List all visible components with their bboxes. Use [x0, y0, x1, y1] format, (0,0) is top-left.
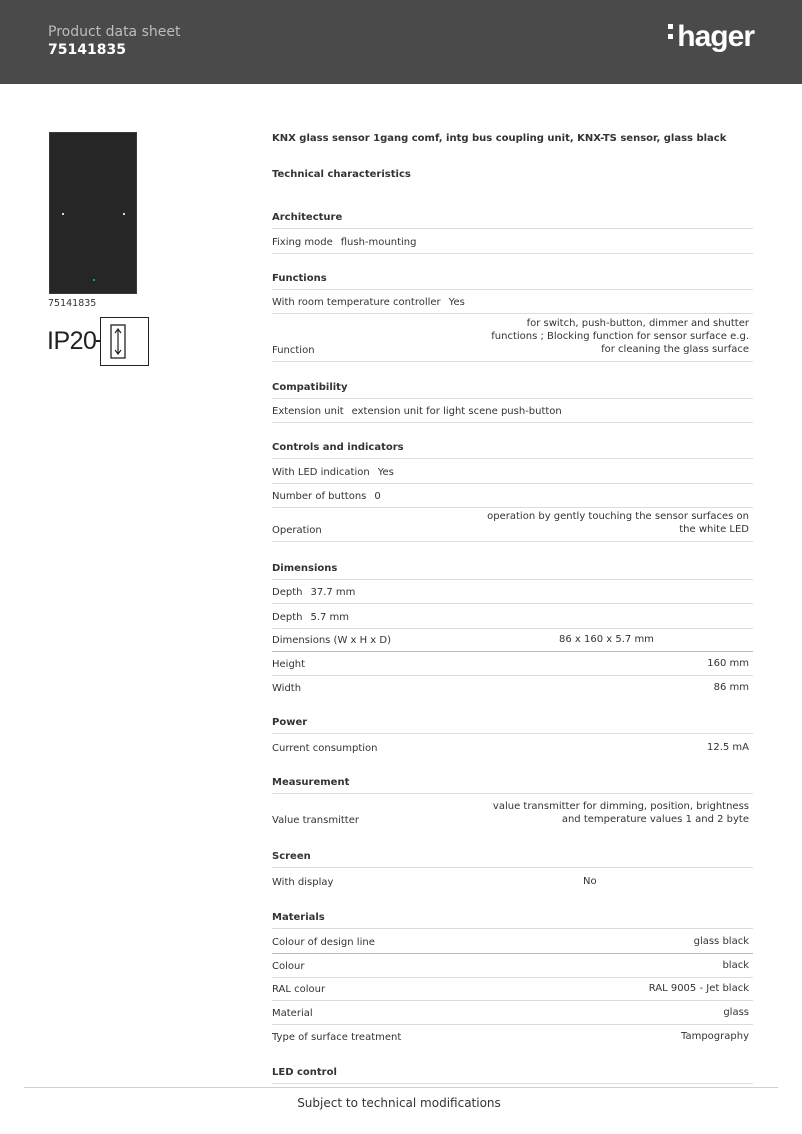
hager-logo — [668, 20, 754, 54]
row-label: Type of surface treatment — [272, 1032, 402, 1043]
section-measurement: Measurement — [272, 777, 753, 794]
row-with-display — [272, 870, 753, 893]
product-image — [49, 132, 137, 294]
row-value: 86 x 160 x 5.7 mm — [559, 634, 654, 645]
section-functions: Functions — [272, 273, 753, 290]
row-label: Function — [272, 345, 315, 356]
row-value: 0 — [374, 491, 381, 502]
row-value: operation by gently touching the sensor surfaces on the white LED — [487, 511, 749, 535]
section-power: Power — [272, 717, 753, 734]
footer-divider — [24, 1087, 778, 1088]
technical-characteristics-heading: Technical characteristics — [272, 169, 411, 180]
row-ral-colour — [272, 978, 753, 1001]
row-label: Colour — [272, 961, 305, 972]
doc-id: 75141835 — [48, 42, 126, 58]
row-led-indication — [272, 461, 753, 484]
row-room-temperature-controller — [272, 291, 753, 314]
row-label: Height — [272, 659, 306, 670]
row-value: glass black — [693, 936, 749, 947]
row-label: With display — [272, 877, 334, 888]
row-depth-2 — [272, 604, 753, 629]
footer-text: Subject to technical modifications — [297, 1096, 501, 1110]
row-label: Dimensions (W x H x D) — [272, 635, 392, 646]
row-value: 12.5 mA — [706, 742, 749, 753]
led-indicator-icon — [93, 279, 95, 281]
row-value: for switch, push-button, dimmer and shutter functions ; Blocking function for sensor surface e.g. for cleaning the glass surface — [491, 318, 749, 355]
section-compatibility: Compatibility — [272, 382, 753, 399]
row-dimensions-whd — [272, 629, 753, 652]
row-label: Depth — [272, 587, 303, 598]
row-label: Depth — [272, 612, 303, 623]
row-label: With room temperature controller — [272, 297, 441, 308]
section-materials: Materials — [272, 912, 753, 929]
row-value: 5.7 mm — [310, 612, 350, 623]
row-height — [272, 652, 753, 676]
ip-rating-badge — [47, 317, 149, 365]
row-label: Colour of design line — [272, 937, 375, 948]
row-value: extension unit for light scene push-button — [351, 406, 562, 417]
row-extension-unit — [272, 400, 753, 423]
section-screen: Screen — [272, 851, 753, 868]
row-label: Value transmitter — [272, 815, 359, 826]
row-label: Material — [272, 1008, 313, 1019]
row-label: Number of buttons — [272, 491, 367, 502]
row-label: RAL colour — [272, 984, 326, 995]
logo-colon-icon — [668, 19, 674, 44]
row-number-of-buttons — [272, 484, 753, 508]
row-surface-treatment — [272, 1025, 753, 1048]
row-label: With LED indication — [272, 467, 370, 478]
row-label: Current consumption — [272, 743, 378, 754]
doc-type-label: Product data sheet — [48, 24, 181, 40]
sensor-dot-right-icon — [123, 213, 125, 215]
row-width — [272, 676, 753, 699]
row-value: flush-mounting — [340, 237, 417, 248]
row-label: Fixing mode — [272, 237, 333, 248]
row-value-transmitter — [272, 796, 753, 831]
row-depth-1 — [272, 581, 753, 604]
sensor-dot-left-icon — [62, 213, 64, 215]
section-led-control: LED control — [272, 1067, 753, 1084]
section-controls-indicators: Controls and indicators — [272, 442, 753, 459]
row-value: Yes — [448, 297, 465, 308]
row-value: value transmitter for dimming, position, brightness and temperature values 1 and 2 byte — [492, 801, 749, 825]
row-value: 86 mm — [713, 682, 749, 693]
row-label: Extension unit — [272, 406, 344, 417]
row-colour-design-line — [272, 931, 753, 954]
ip-rating-text: IP20 — [47, 326, 97, 355]
logo-text: hager — [677, 20, 754, 53]
row-value: RAL 9005 - Jet black — [648, 983, 749, 994]
row-material — [272, 1001, 753, 1025]
row-label: Operation — [272, 525, 322, 536]
row-value: No — [583, 876, 597, 887]
product-caption: 75141835 — [48, 298, 97, 309]
section-dimensions: Dimensions — [272, 563, 753, 580]
flush-mount-icon — [100, 317, 149, 366]
section-architecture: Architecture — [272, 212, 753, 229]
row-value: glass — [723, 1007, 749, 1018]
product-title: KNX glass sensor 1gang comf, intg bus coupling unit, KNX-TS sensor, glass black — [272, 133, 727, 144]
row-current-consumption — [272, 736, 753, 759]
row-value: black — [722, 960, 749, 971]
row-value: Yes — [377, 467, 394, 478]
page-header — [0, 0, 802, 84]
row-value: 160 mm — [707, 658, 749, 669]
row-value: Tampography — [681, 1031, 749, 1042]
row-label: Width — [272, 683, 302, 694]
row-fixing-mode — [272, 231, 753, 254]
row-colour — [272, 954, 753, 978]
row-value: 37.7 mm — [310, 587, 356, 598]
row-operation — [272, 508, 753, 542]
row-function — [272, 314, 753, 362]
